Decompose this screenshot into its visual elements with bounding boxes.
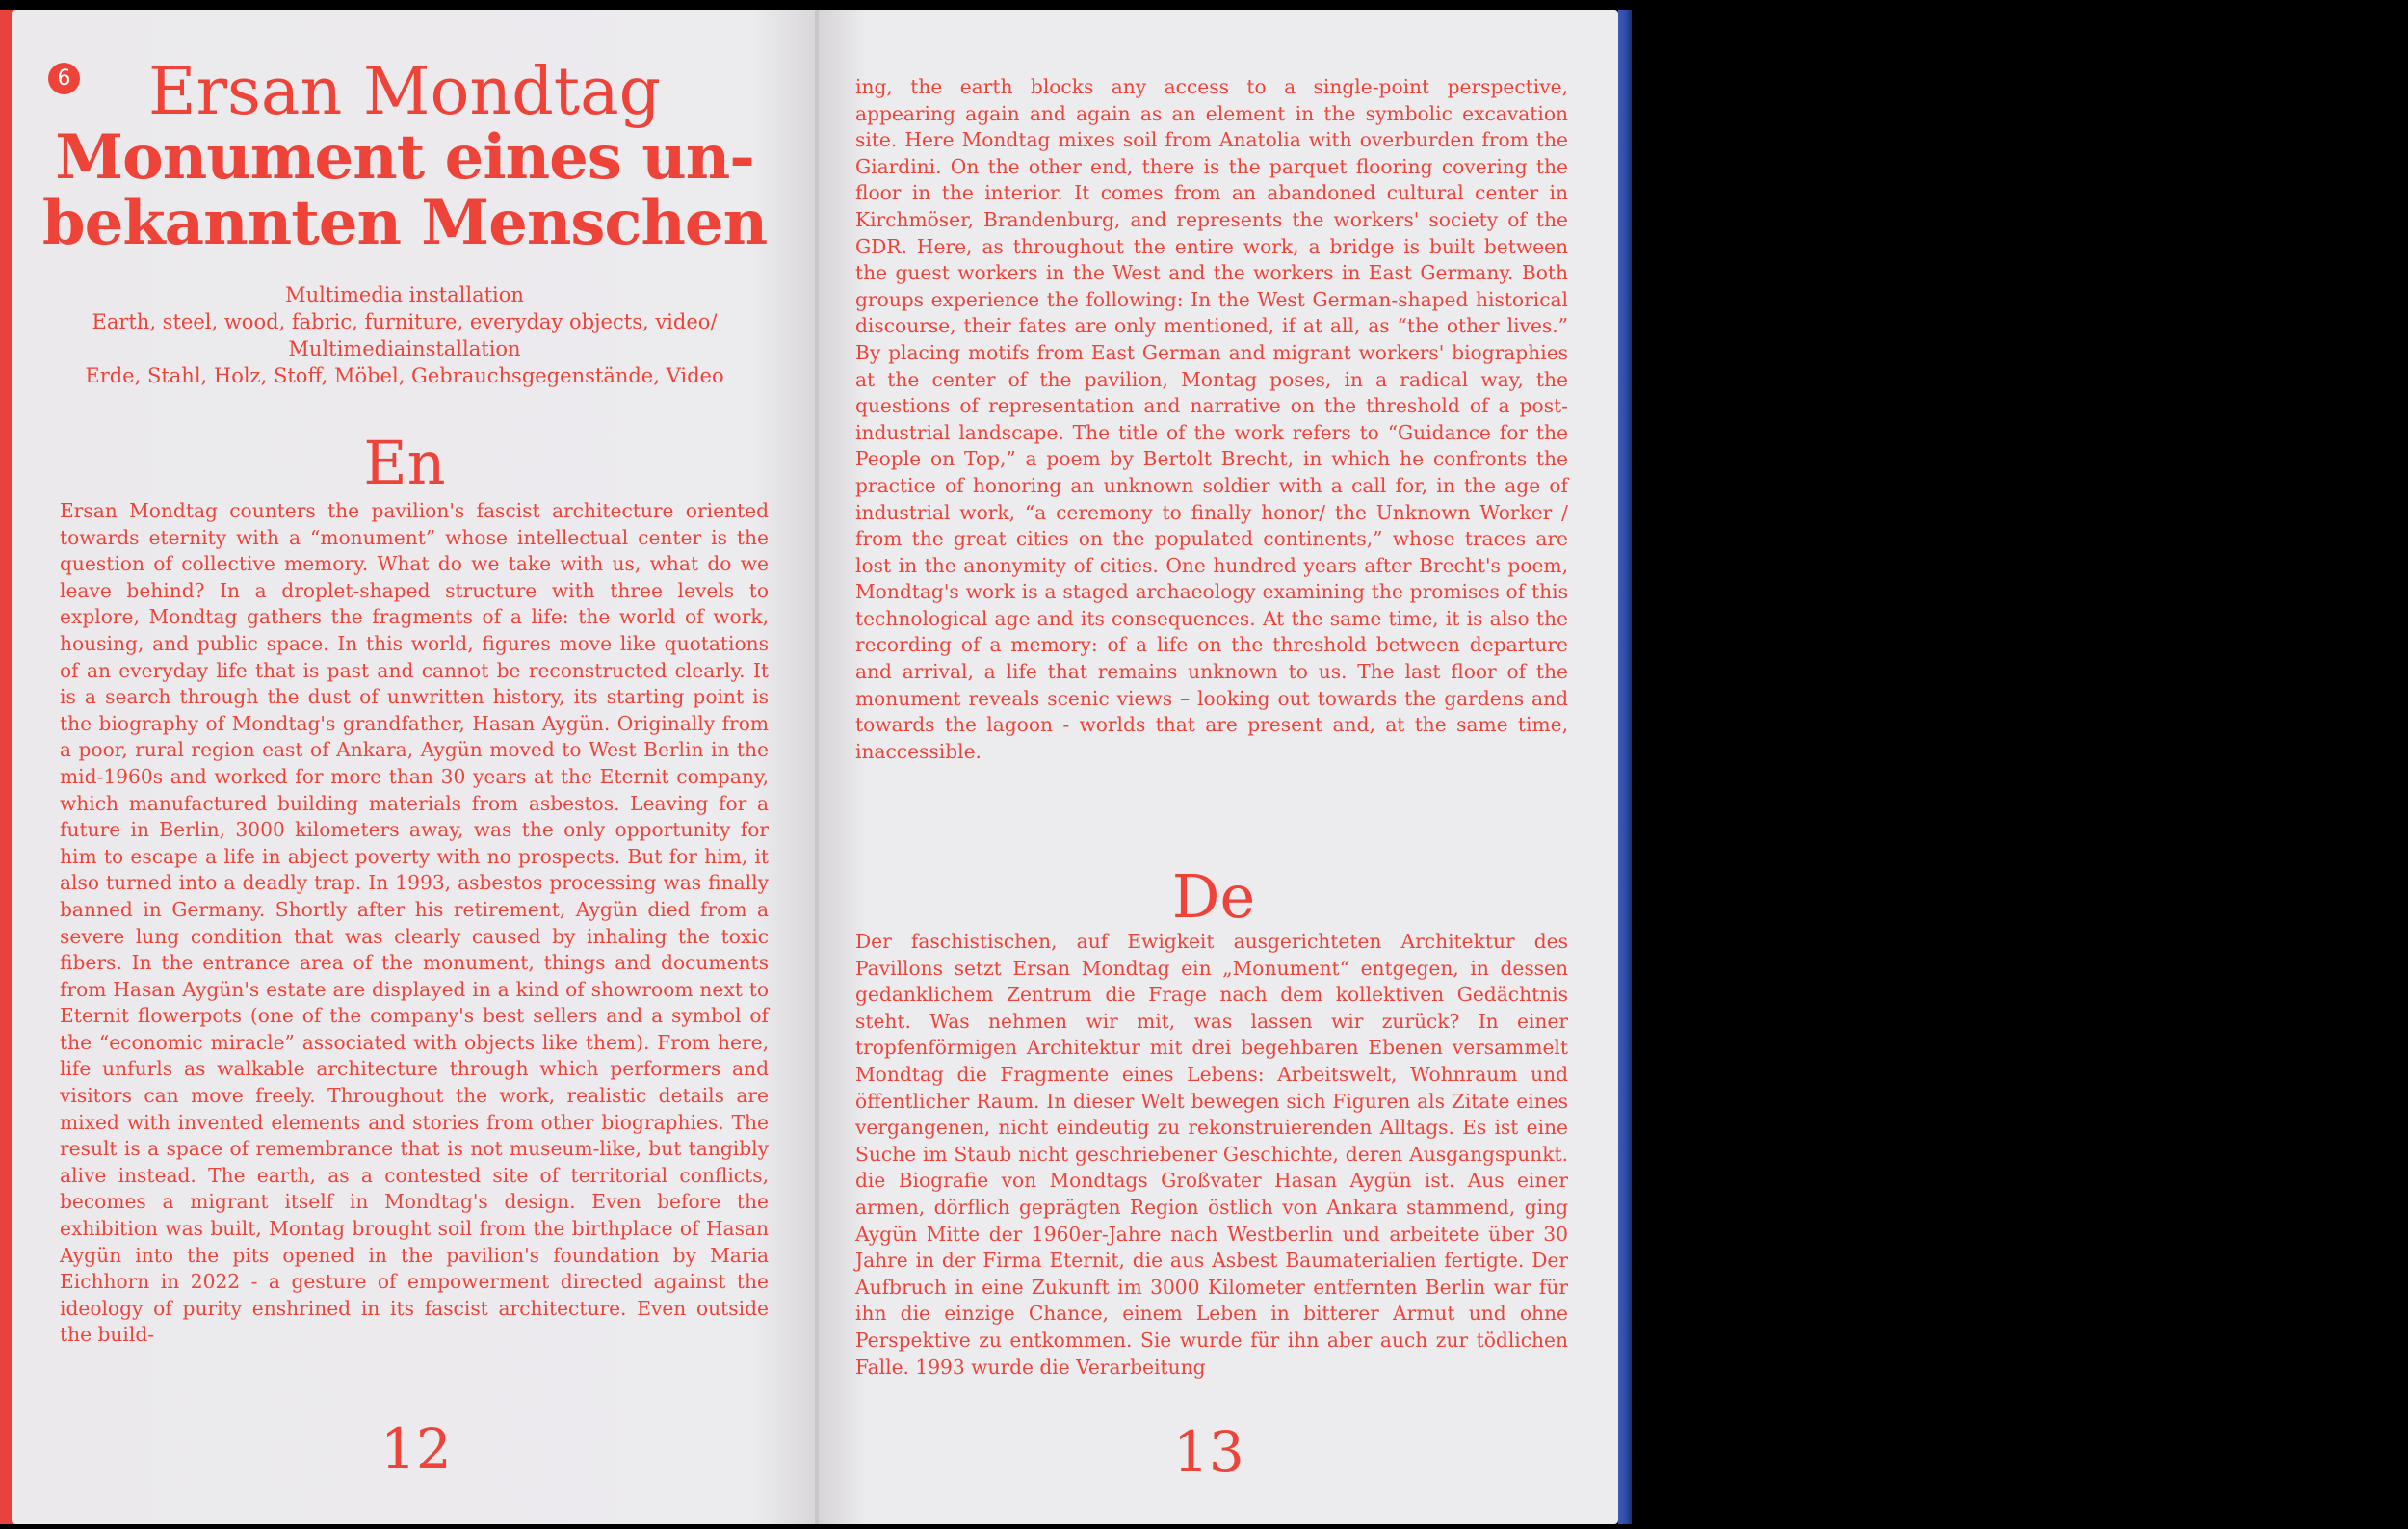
work-details-line-4: Erde, Stahl, Holz, Stoff, Möbel, Gebrauchsgegenstände, Video <box>85 364 724 387</box>
chapter-badge: 6 <box>48 63 80 94</box>
work-details <box>39 281 771 389</box>
work-title-line-1: Monument eines un- <box>55 121 754 194</box>
work-details-line-3: Multimediainstallation <box>288 337 521 360</box>
work-title-line-2: bekannten Menschen <box>41 187 768 259</box>
english-body-text-continued: ing, the earth blocks any access to a single-point perspective, appearing again and again as an element in the symbolic excavation site. Here Mondtag mixes soil from Anatolia with overburden from the Giardini. On the other end, there is the parquet flooring covering the floor in the interior. It comes from an abandoned cultural center in Kirchmöser, Brandenburg, and represents the workers' society of the GDR. Here, as throughout the entire work, a bridge is built between the guest workers in the West and the workers in East Germany. Both groups experience the following: In the West German-shaped historical discourse, their fates are only mentioned, if at all, as “the other lives.” By placing motifs from East German and migrant workers' biographies at the center of the pavilion, Montag poses, in a radical way, the questions of representation and narrative on the threshold of a post-industrial landscape. The title of the work refers to “Guidance for the People on Top,” a poem by Bertolt Brecht, in which he confronts the practice of honoring an unknown soldier with a call for, in the age of industrial work, “a ceremony to finally honor/ the Unknown Worker / from the great cities on the populated continents,” whose traces are lost in the anonymity of cities. One hundred years after Brecht's poem, Mondtag's work is a staged archaeology examining the promises of this technological age and its consequences. At the same time, it is also the recording of a memory: of a life on the threshold between departure and arrival, a life that remains unknown to us. The last floor of the monument reveals scenic views – looking out towards the gardens and towards the lagoon - worlds that are present and, at the same time, inaccessible. <box>855 75 1568 763</box>
artist-name: Ersan Mondtag <box>147 54 662 130</box>
german-heading: De <box>1171 861 1256 932</box>
work-title <box>39 121 771 259</box>
german-body-text: Der faschistischen, auf Ewigkeit ausgerichteten Architektur des Pavillons setzt Ersan Mondtag ein „Monument“ entgegen, in dessen gedanklichem Zentrum die Frage nach dem kollektiven Gedächtnis steht. Was nehmen wir mit, was lassen wir zurück? In einer tropfenförmigen Architektur mit drei begehbaren Ebenen versammelt Mondtag die Fragmente eines Lebens: Arbeitswelt, Wohnraum und öffentlicher Raum. In dieser Welt bewegen sich Figuren als Zitate eines vergangenen, nicht eindeutig zu rekonstruierenden Alltags. Es ist eine Suche im Staub nicht geschriebener Geschichte, deren Ausgangspunkt. die Biografie von Mondtags Großvater Hasan Aygün ist. Aus einer armen, dörflich geprägten Region östlich von Ankara stammend, ging Aygün Mitte der 1960er-Jahre nach Westberlin und arbeitete über 30 Jahre in der Firma Eternit, die aus Asbest Baumaterialien fertigte. Der Aufbruch in eine Zukunft im 3000 Kilometer entfernten Berlin war für ihn die einzige Chance, einem Leben in bitterer Armut und ohne Perspektive zu entkommen. Sie wurde für ihn aber auch zur tödlichen Falle. 1993 wurde die Verarbeitung <box>855 930 1568 1379</box>
work-details-line-1: Multimedia installation <box>285 283 524 306</box>
page-number-right: 13 <box>1173 1419 1244 1485</box>
english-heading: En <box>363 428 446 498</box>
page-number-left: 12 <box>380 1416 452 1482</box>
blue-cover-edge <box>1618 10 1632 1524</box>
work-details-line-2: Earth, steel, wood, fabric, furniture, everyday objects, video/ <box>92 310 718 333</box>
english-body-text: Ersan Mondtag counters the pavilion's fascist architecture oriented towards eternity with a “monument” whose intellectual center is the question of collective memory. What do we take with us, what do we leave behind? In a droplet-shaped structure with three levels to explore, Mondtag gathers the fragments of a life: the world of work, housing, and public space. In this world, figures move like quotations of an everyday life that is past and cannot be reconstructed clearly. It is a search through the dust of unwritten history, its starting point is the biography of Mondtag's grandfather, Hasan Aygün. Originally from a poor, rural region east of Ankara, Aygün moved to West Berlin in the mid-1960s and worked for more than 30 years at the Eternit company, which manufactured building materials from asbestos. Leaving for a future in Berlin, 3000 kilometers away, was the only opportunity for him to escape a life in abject poverty with no prospects. But for him, it also turned into a deadly trap. In 1993, asbestos processing was finally banned in Germany. Shortly after his retirement, Aygün died from a severe lung condition that was clearly caused by inhaling the toxic fibers. In the entrance area of the monument, things and documents from Hasan Aygün's estate are displayed in a kind of showroom next to Eternit flowerpots (one of the company's best sellers and a symbol of the “economic miracle” associated with objects like them). From here, life unfurls as walkable architecture through which performers and visitors can move freely. Throughout the work, realistic details are mixed with invented elements and stories from other biographies. The result is a space of remembrance that is not museum-like, but tangibly alive instead. The earth, as a contested site of territorial conflicts, becomes a migrant itself in Mondtag's design. Even before the exhibition was built, Montag brought soil from the birthplace of Hasan Aygün into the pits opened in the pavilion's foundation by Maria Eichhorn in 2022 - a gesture of empowerment directed against the ideology of purity enshrined in its fascist architecture. Even outside the build- <box>60 499 769 1347</box>
